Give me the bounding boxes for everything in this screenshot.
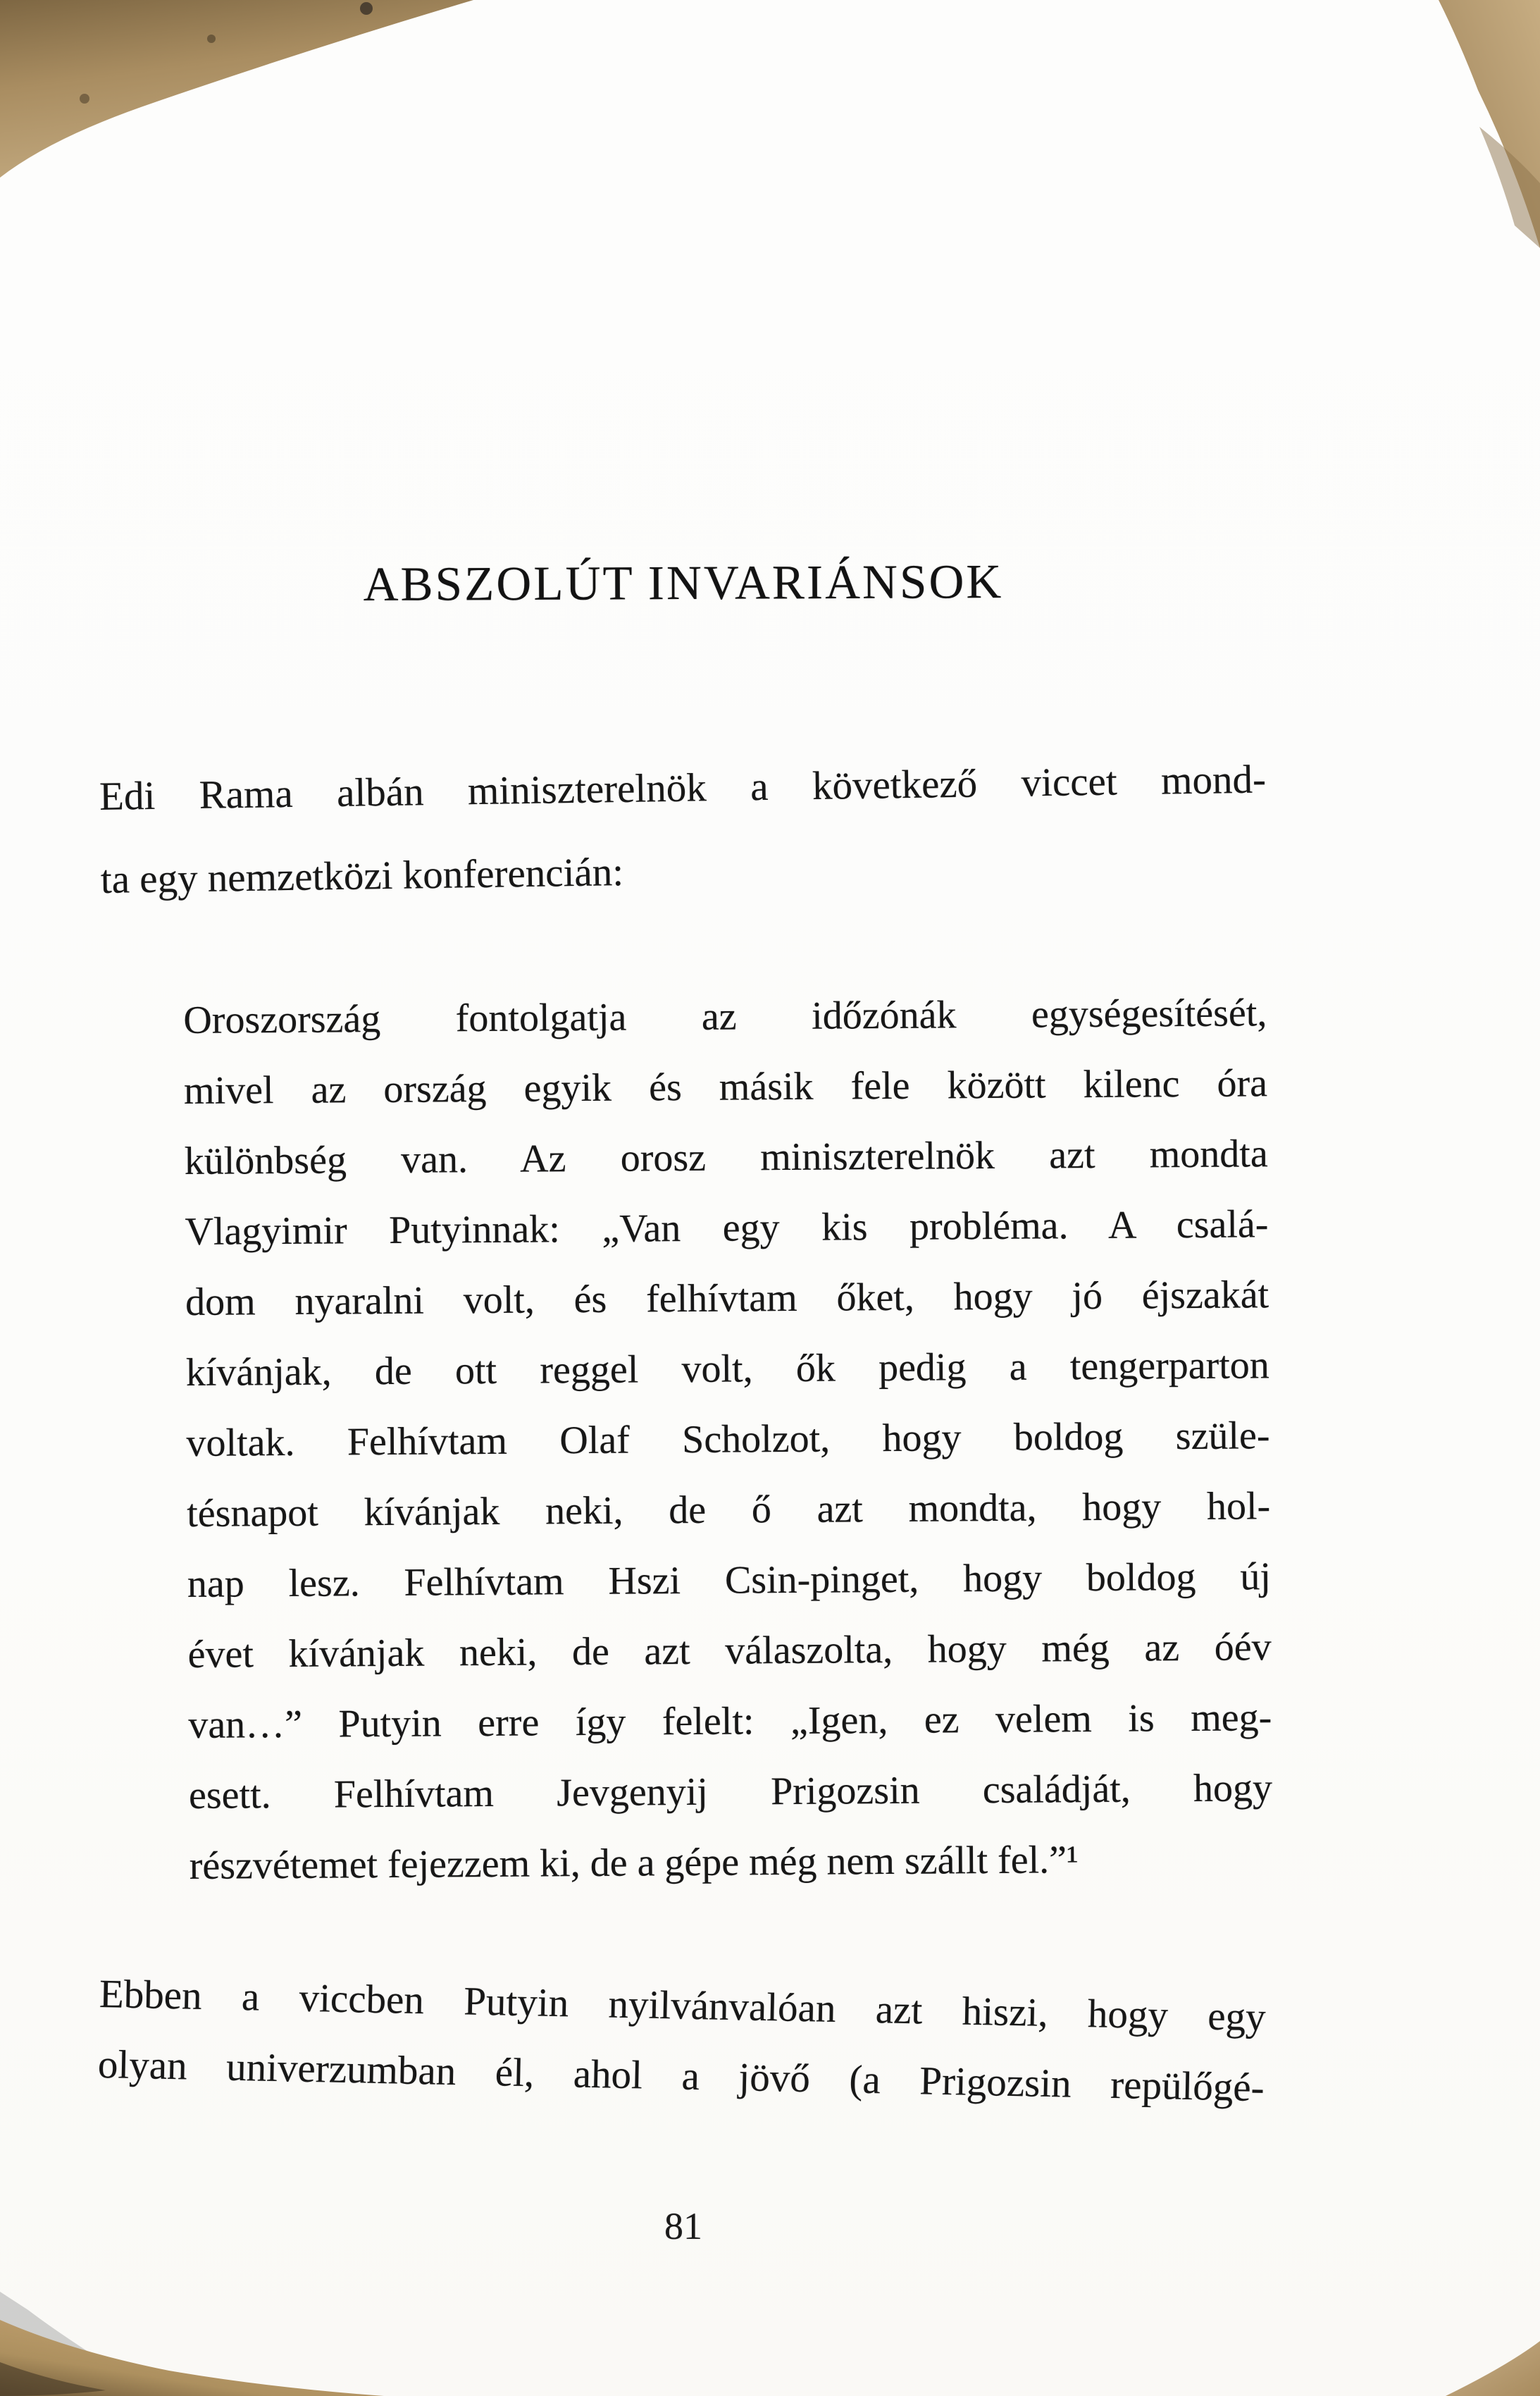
quote-line-with-footnote-marker: részvétemet fejezzem ki, de a gépe még nem szállt fel.”¹ bbox=[189, 1838, 1079, 1888]
quote-line: évet kívánjak neki, de azt válaszolta, hogy még az óév bbox=[187, 1625, 1272, 1676]
outro-paragraph bbox=[97, 1959, 1267, 2123]
desk-wedge-bottom-right bbox=[1446, 2341, 1540, 2396]
quote-line: dom nyaralni volt, és felhívtam őket, hogy jó éjszakát bbox=[185, 1273, 1269, 1324]
outro-line: olyan univerzumban él, ahol a jövő (a Prigozsin repülőgé- bbox=[97, 2042, 1265, 2111]
quote-line: Vlagyimir Putyinnak: „Van egy kis probléma. A csalá- bbox=[185, 1202, 1269, 1254]
quote-line: esett. Felhívtam Jevgenyij Prigozsin családját, hogy bbox=[188, 1766, 1273, 1817]
quote-line: tésnapot kívánjak neki, de ő azt mondta, hogy hol- bbox=[187, 1484, 1271, 1536]
quote-line: Oroszország fontolgatja az időzónák egységesítését, bbox=[183, 991, 1267, 1042]
quote-line: kívánjak, de ott reggel volt, ők pedig a tengerparton bbox=[185, 1343, 1270, 1395]
desk-wedge-top-right bbox=[1439, 0, 1540, 248]
block-quote-paragraph bbox=[183, 977, 1273, 1901]
quote-line: voltak. Felhívtam Olaf Scholzot, hogy boldog szüle- bbox=[186, 1414, 1270, 1465]
intro-line: ta egy nemzetközi konferencián: bbox=[100, 849, 624, 902]
quote-line: mivel az ország egyik és másik fele között kilenc óra bbox=[183, 1061, 1268, 1113]
quote-line: különbség van. Az orosz miniszterelnök azt mondta bbox=[184, 1132, 1268, 1183]
intro-paragraph bbox=[99, 738, 1267, 922]
intro-line: Edi Rama albán miniszterelnök a következő viccet mond- bbox=[99, 757, 1267, 820]
page-number: 81 bbox=[664, 2205, 702, 2247]
quote-line: van…” Putyin erre így felelt: „Igen, ez velem is meg- bbox=[188, 1696, 1272, 1747]
chapter-title: ABSZOLÚT INVARIÁNSOK bbox=[363, 555, 1004, 611]
quote-line: nap lesz. Felhívtam Hszi Csin-pinget, hogy boldog új bbox=[187, 1555, 1272, 1606]
text-block bbox=[97, 0, 1273, 2396]
outro-line: Ebben a viccben Putyin nyilvánvalóan azt hiszi, hogy egy bbox=[99, 1971, 1267, 2040]
